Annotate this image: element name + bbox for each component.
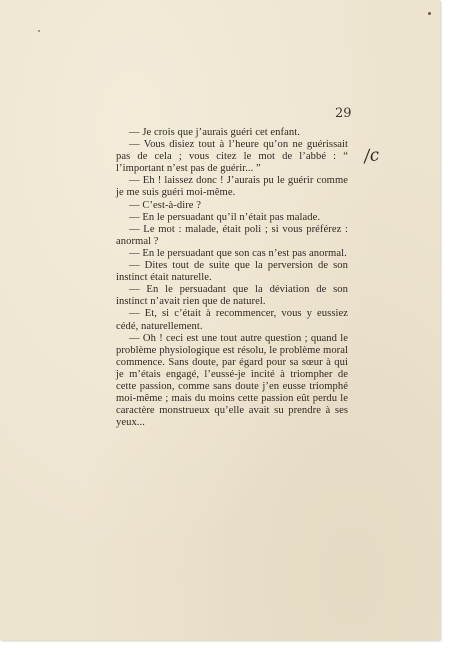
body-text (116, 127, 348, 429)
stain-mark (428, 12, 431, 15)
paragraph: — Je crois que j’aurais guéri cet enfant. (129, 127, 300, 138)
paragraph: — Oh ! ceci est une tout autre question ; quand le problème physiologique est résolu, le problème moral commence. Sans doute, par égard pour sa sœur à qui je m’étais engagé, l’eussé-je incité à triompher de cette passion, comme sans doute j’en eusse triomphé moi-même ; mais du moins cette passion eût perdu le caractère monstrueux qu’elle avait su prendre à ses yeux... (116, 332, 348, 429)
paragraph: — Et, si c’était à recommencer, vous y eussiez cédé, naturellement. (116, 308, 348, 332)
paragraph: — En le persuadant que la déviation de son instinct n’avait rien que de naturel. (116, 284, 348, 308)
paragraph: — En le persuadant qu’il n’était pas malade. (129, 211, 321, 223)
paragraph: — En le persuadant que son cas n’est pas anormal. (129, 247, 347, 259)
paragraph: — Le mot : malade, était poli ; si vous préférez : anormal ? (116, 223, 348, 247)
paragraph: — Eh ! laissez donc ! J’aurais pu le guérir comme je me suis guéri moi-même. (116, 175, 348, 199)
paragraph: — Vous disiez tout à l’heure qu’on ne guérissait pas de cela ; vous citez le mot de l’abbé : “ l’important n’est pas de guérir... ” (116, 139, 348, 175)
stain-mark (38, 30, 40, 32)
paragraph: — C’est-à-dire ? (129, 199, 201, 211)
handwritten-margin-note: /c (362, 145, 381, 167)
paragraph: — Dites tout de suite que la perversion de son instinct était naturelle. (116, 260, 348, 284)
page-number: 29 (335, 106, 352, 121)
